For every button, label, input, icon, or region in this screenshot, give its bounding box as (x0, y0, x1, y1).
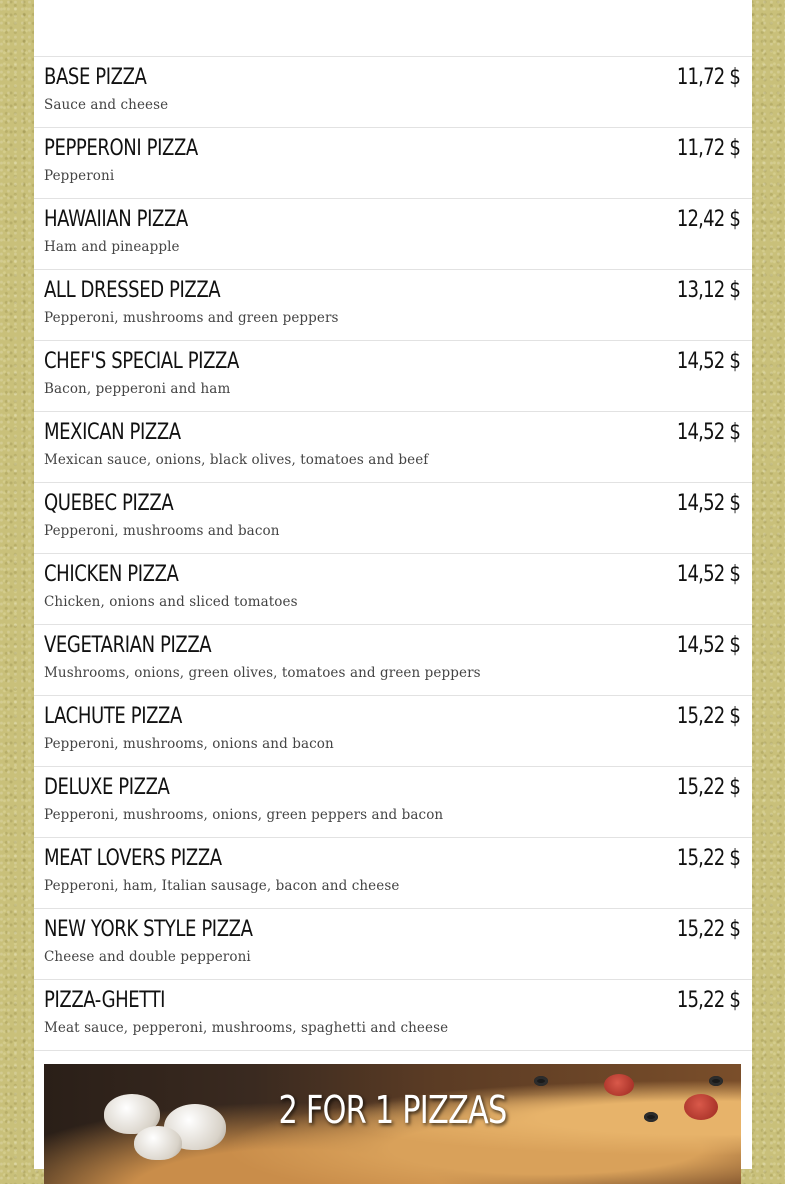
item-name: HAWAIIAN PIZZA (44, 207, 188, 232)
item-name: BASE PIZZA (44, 65, 147, 90)
menu-item[interactable] (34, 57, 752, 128)
menu-item[interactable] (34, 767, 752, 838)
item-price: 14,52 $ (676, 420, 740, 445)
item-description: Cheese and double pepperoni (44, 949, 251, 965)
menu-item[interactable] (34, 412, 752, 483)
promo-title: 2 FOR 1 PIZZAS (278, 1088, 507, 1132)
menu-item[interactable] (34, 341, 752, 412)
item-name: CHICKEN PIZZA (44, 562, 179, 587)
item-description: Mexican sauce, onions, black olives, tomatoes and beef (44, 452, 429, 468)
menu-item[interactable] (34, 909, 752, 980)
item-description: Pepperoni, mushrooms, onions and bacon (44, 736, 334, 752)
item-name: PEPPERONI PIZZA (44, 136, 198, 161)
menu-item[interactable] (34, 838, 752, 909)
item-description: Sauce and cheese (44, 97, 169, 113)
item-price: 15,22 $ (676, 917, 740, 942)
olive-image (534, 1076, 548, 1086)
item-description: Pepperoni (44, 168, 115, 184)
item-name: CHEF'S SPECIAL PIZZA (44, 349, 239, 374)
item-name: DELUXE PIZZA (44, 775, 170, 800)
item-price: 15,22 $ (676, 775, 740, 800)
menu-item[interactable] (34, 980, 752, 1051)
item-name: VEGETARIAN PIZZA (44, 633, 212, 658)
item-description: Pepperoni, mushrooms, onions, green peppers and bacon (44, 807, 444, 823)
item-name: MEXICAN PIZZA (44, 420, 181, 445)
item-description: Meat sauce, pepperoni, mushrooms, spaghetti and cheese (44, 1020, 449, 1036)
olive-image (709, 1076, 723, 1086)
menu-item[interactable] (34, 554, 752, 625)
item-description: Pepperoni, mushrooms and green peppers (44, 310, 339, 326)
item-name: NEW YORK STYLE PIZZA (44, 917, 253, 942)
promo-banner[interactable] (44, 1064, 741, 1184)
item-description: Ham and pineapple (44, 239, 180, 255)
item-description: Chicken, onions and sliced tomatoes (44, 594, 298, 610)
item-name: MEAT LOVERS PIZZA (44, 846, 222, 871)
pepperoni-image (684, 1094, 718, 1120)
menu-item[interactable] (34, 483, 752, 554)
pizza-menu-list (34, 57, 752, 1051)
item-price: 14,52 $ (676, 491, 740, 516)
menu-item[interactable] (34, 270, 752, 341)
item-price: 11,72 $ (676, 65, 740, 90)
menu-item[interactable] (34, 199, 752, 270)
item-price: 15,22 $ (676, 704, 740, 729)
panel-header-space (34, 0, 752, 57)
item-price: 12,42 $ (676, 207, 740, 232)
item-price: 14,52 $ (676, 633, 740, 658)
item-price: 11,72 $ (676, 136, 740, 161)
item-name: PIZZA-GHETTI (44, 988, 166, 1013)
item-price: 14,52 $ (676, 349, 740, 374)
item-description: Mushrooms, onions, green olives, tomatoes and green peppers (44, 665, 481, 681)
item-price: 13,12 $ (676, 278, 740, 303)
item-price: 15,22 $ (676, 988, 740, 1013)
menu-item[interactable] (34, 128, 752, 199)
item-description: Pepperoni, mushrooms and bacon (44, 523, 280, 539)
item-name: QUEBEC PIZZA (44, 491, 174, 516)
menu-panel (34, 0, 752, 1169)
item-name: LACHUTE PIZZA (44, 704, 182, 729)
item-name: ALL DRESSED PIZZA (44, 278, 221, 303)
item-description: Bacon, pepperoni and ham (44, 381, 231, 397)
item-description: Pepperoni, ham, Italian sausage, bacon and cheese (44, 878, 400, 894)
menu-item[interactable] (34, 696, 752, 767)
item-price: 15,22 $ (676, 846, 740, 871)
item-price: 14,52 $ (676, 562, 740, 587)
menu-item[interactable] (34, 625, 752, 696)
